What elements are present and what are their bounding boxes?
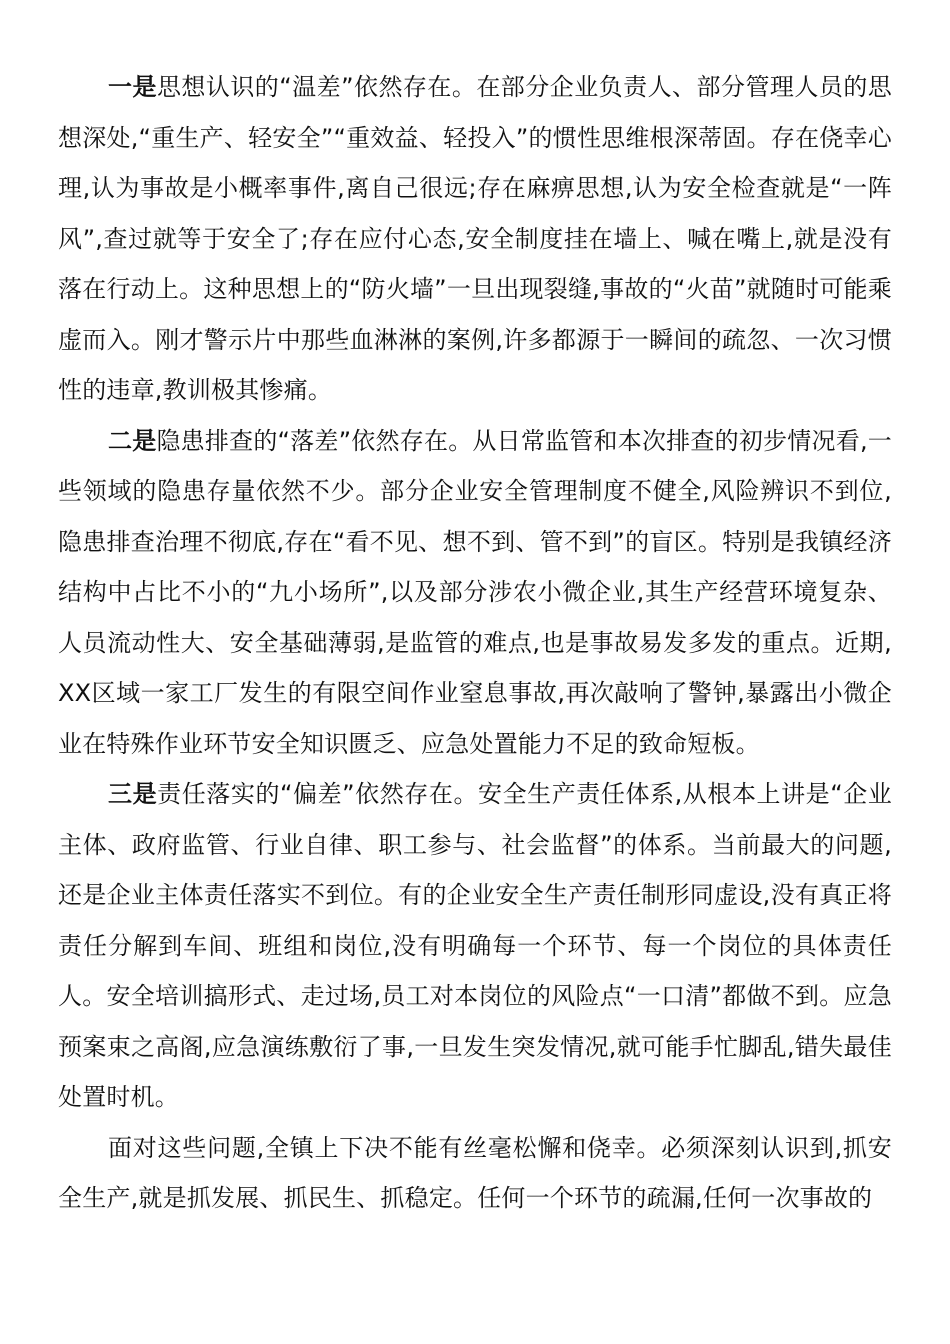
paragraph-2-lead: 二是 bbox=[108, 426, 157, 455]
paragraph-1-lead: 一是 bbox=[108, 73, 157, 101]
paragraph-4 bbox=[58, 1123, 892, 1224]
paragraph-4-text: 面对这些问题,全镇上下决不能有丝毫松懈和侥幸。必须深刻认识到,抓安全生产,就是抓发展、抓民生、抓稳定。任何一个环节的疏漏,任何一次事故的 bbox=[58, 1133, 892, 1212]
paragraph-1 bbox=[58, 62, 892, 416]
paragraph-2 bbox=[58, 416, 892, 770]
paragraph-1-text: 思想认识的“温差”依然存在。在部分企业负责人、部分管理人员的思想深处,“重生产、轻安全”“重效益、轻投入”的惯性思维根深蒂固。存在侥幸心理,认为事故是小概率事件,离自己很远;存在麻痹思想,认为安全检查就是“一阵风”,查过就等于安全了;存在应付心态,安全制度挂在墙上、喊在嘴上,就是没有落在行动上。这种思想上的“防火墙”一旦出现裂缝,事故的“火苗”就随时可能乘虚而入。刚才警示片中那些血淋淋的案例,许多都源于一瞬间的疏忽、一次习惯性的违章,教训极其惨痛。 bbox=[58, 73, 892, 404]
paragraph-3-text: 责任落实的“偏差”依然存在。安全生产责任体系,从根本上讲是“企业主体、政府监管、行业自律、职工参与、社会监督”的体系。当前最大的问题,还是企业主体责任落实不到位。有的企业安全生产责任制形同虚设,没有真正将责任分解到车间、班组和岗位,没有明确每一个环节、每一个岗位的具体责任人。安全培训搞形式、走过场,员工对本岗位的风险点“一口清”都做不到。应急预案束之高阁,应急演练敷衍了事,一旦发生突发情况,就可能手忙脚乱,错失最佳处置时机。 bbox=[58, 780, 893, 1111]
paragraph-3 bbox=[58, 769, 892, 1123]
paragraph-3-lead: 三是 bbox=[108, 780, 158, 808]
document-page bbox=[58, 62, 892, 1224]
paragraph-2-text: 隐患排查的“落差”依然存在。从日常监管和本次排查的初步情况看,一些领域的隐患存量依然不少。部分企业安全管理制度不健全,风险辨识不到位,隐患排查治理不彻底,存在“看不见、想不到、管不到”的盲区。特别是我镇经济结构中占比不小的“九小场所”,以及部分涉农小微企业,其生产经营环境复杂、人员流动性大、安全基础薄弱,是监管的难点,也是事故易发多发的重点。近期,XX区域一家工厂发生的有限空间作业窒息事故,再次敲响了警钟,暴露出小微企业在特殊作业环节安全知识匮乏、应急处置能力不足的致命短板。 bbox=[58, 426, 892, 758]
